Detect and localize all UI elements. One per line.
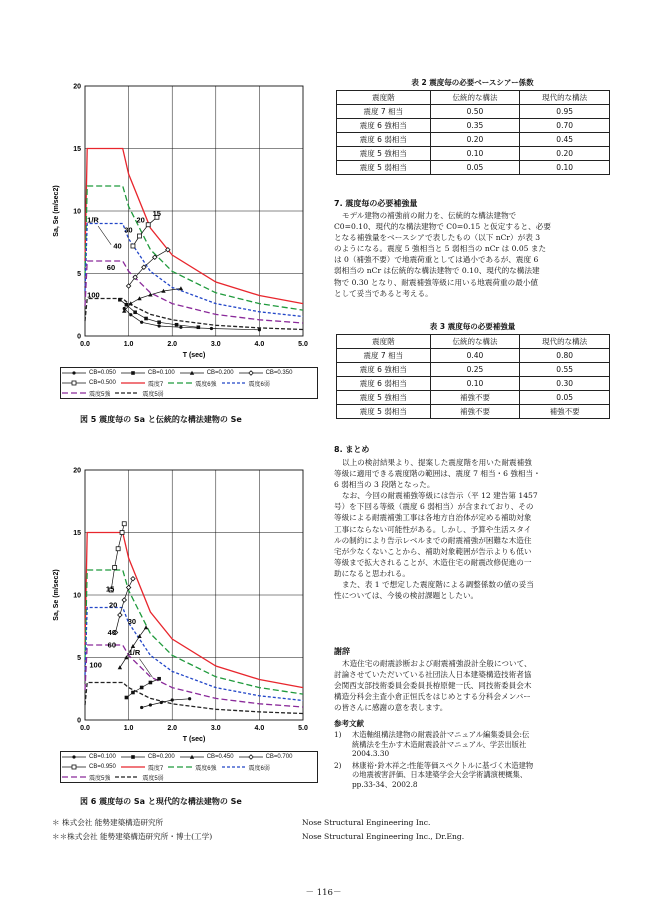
table-row (337, 363, 610, 377)
y-axis-label: Sa, Se (m/sec2) (53, 569, 60, 621)
page-number: － 116－ (305, 888, 342, 898)
legend-item (61, 764, 116, 770)
reference-number: 1) (334, 730, 342, 739)
legend-swatch (120, 764, 146, 770)
section8-heading: 8. まとめ (334, 445, 370, 454)
legend-marker (72, 381, 76, 385)
text-line: 等級による耐震補強工事は各地方自治体が定める補助対象 (334, 513, 532, 523)
x-tick-label: 4.0 (254, 341, 265, 348)
legend-marker (248, 755, 252, 759)
legend-label: 震度6弱 (248, 381, 270, 388)
legend-item (61, 389, 110, 398)
table-row (337, 119, 610, 133)
table-cell: 震度 6 強相当 (337, 363, 431, 377)
legend-label: 震度5強 (89, 391, 111, 398)
footnote-1-jp: ＊ 株式会社 能勢建築構造研究所 (52, 818, 164, 827)
legend-swatch (179, 754, 205, 760)
text-line: 工事にならない可能性がある。しかし、予算や生活スタイ (334, 524, 532, 534)
annotation-label: 15 (105, 584, 115, 594)
annotation-label: 20 (108, 600, 118, 610)
footnote-2-en: Nose Structural Engineering Inc., Dr.Eng. (302, 832, 465, 841)
legend-item (238, 754, 293, 760)
table-row (337, 377, 610, 391)
data-point (144, 317, 148, 321)
table-cell: 0.25 (430, 363, 520, 377)
table-header: 震度階 (337, 91, 431, 105)
table-cell: 震度 7 相当 (337, 349, 431, 363)
data-point (258, 328, 261, 331)
reference-number: 2) (334, 760, 342, 770)
y-tick-label: 20 (73, 467, 81, 475)
annotation-label: 40 (107, 628, 117, 637)
legend-label: CB=0.200 (206, 370, 234, 376)
table-cell: 0.45 (520, 133, 610, 147)
figure6-chart (40, 462, 320, 762)
data-point (160, 701, 163, 704)
section7-body (334, 210, 610, 299)
data-point (140, 321, 143, 324)
legend-swatch (120, 370, 146, 376)
legend-swatch (61, 390, 87, 396)
legend-item (238, 370, 293, 376)
data-point (131, 691, 135, 695)
text-line: 弱相当の nCr は伝統的な構法建物で 0.10、現代的な構法建 (334, 266, 540, 276)
legend-item (221, 379, 270, 388)
text-line: は 0（補強不要）で地震荷重としては過小であるが、震度 6 (334, 255, 539, 265)
table-cell: 震度 6 強相当 (337, 119, 431, 133)
text-line: のようになる。震度 5 強相当と 5 弱相当の nCr は 0.05 また (334, 244, 547, 254)
annotation-label: 60 (107, 640, 117, 650)
y-tick-label: 20 (73, 83, 81, 91)
annotation-label: 1/R (128, 648, 141, 657)
reference-item (334, 761, 610, 790)
data-point (171, 698, 174, 701)
y-tick-label: 15 (73, 146, 81, 153)
text-line: 助になると思われる。 (334, 568, 410, 578)
y-tick-label: 5 (77, 655, 81, 662)
x-tick-label: 2.0 (167, 725, 178, 732)
legend-row (61, 752, 317, 762)
legend-label: 震度5強 (89, 775, 111, 782)
data-point (133, 310, 137, 314)
legend-marker (72, 765, 76, 769)
table-cell: 0.10 (430, 377, 520, 391)
legend-label: 震度6弱 (248, 765, 270, 772)
legend-item (114, 389, 163, 398)
table-cell: 震度 5 弱相当 (337, 405, 431, 419)
legend-item (179, 754, 234, 760)
data-point (140, 706, 143, 709)
text-line: 討論させていただいている社団法人日本建築構造技術者協 (334, 670, 532, 680)
legend-item (167, 763, 216, 772)
legend-swatch (61, 370, 87, 376)
x-tick-label: 3.0 (210, 341, 221, 348)
table-cell: 震度 6 弱相当 (337, 377, 431, 391)
table-row (337, 161, 610, 175)
table-cell: 0.35 (430, 119, 520, 133)
data-point (120, 531, 124, 535)
table-cell: 0.05 (520, 391, 610, 405)
x-tick-label: 2.0 (167, 341, 178, 348)
section7-heading: 7. 震度毎の必要補強量 (334, 199, 418, 208)
table-header-row (337, 335, 610, 349)
legend-label: CB=0.450 (206, 754, 234, 760)
legend-label: 震度7 (147, 381, 164, 388)
figure5-legend (60, 367, 318, 399)
x-tick-label: 0.0 (80, 341, 90, 348)
data-point (118, 298, 122, 302)
data-point (179, 326, 182, 329)
legend-marker (72, 755, 75, 758)
table-header-row (337, 91, 610, 105)
x-tick-label: 1.0 (123, 341, 134, 348)
annotation-label: 1/R (87, 215, 99, 225)
table-cell: 0.20 (430, 133, 520, 147)
y-tick-label: 0 (77, 717, 81, 725)
text-line: の皆さんに感謝の意を表します。 (334, 703, 448, 713)
footnote-1-en: Nose Structural Engineering Inc. (302, 818, 431, 827)
data-point (146, 223, 150, 227)
table-cell: 補強不要 (520, 405, 610, 419)
table2 (336, 90, 610, 175)
reference-line: pp.33-34、2002.8 (352, 779, 418, 789)
table-row (337, 147, 610, 161)
x-tick-label: 0.0 (80, 725, 90, 732)
table-cell: 0.80 (520, 349, 610, 363)
references-list (334, 730, 610, 791)
legend-item (61, 773, 110, 782)
x-axis-label: T (sec) (182, 352, 206, 359)
table-cell: 0.10 (520, 161, 610, 175)
legend-swatch (221, 764, 247, 770)
legend-marker (248, 371, 252, 375)
x-tick-label: 3.0 (210, 725, 221, 732)
reference-line: 木造軸組構法建物の耐震設計マニュアル編集委員会:伝 (352, 730, 530, 739)
legend-item (120, 754, 175, 760)
text-line: 性については、今後の検討課題としたい。 (334, 591, 479, 601)
legend-swatch (221, 380, 247, 386)
acknowledgement-body (334, 658, 610, 713)
table-header: 伝統的な構法 (430, 91, 520, 105)
figure5-caption: 図 5 震度毎の Sa と伝統的な構法建物の Se (80, 415, 242, 424)
legend-swatch (238, 370, 264, 376)
table3-caption: 表 3 震度毎の必要補強量 (429, 322, 516, 331)
table2-caption: 表 2 震度毎の必要ベースシアー係数 (411, 78, 534, 87)
y-tick-label: 5 (77, 271, 81, 278)
legend-swatch (114, 774, 140, 780)
table-row (337, 133, 610, 147)
x-axis-label: T (sec) (182, 736, 206, 743)
text-line: 6 弱相当の 3 段階となった。 (334, 480, 435, 490)
legend-item (120, 763, 163, 772)
table-row (337, 105, 610, 119)
data-point (140, 686, 144, 690)
text-line: なお、今回の耐震補強等級には告示（平 12 建告第 1457 (342, 491, 538, 501)
text-line: 等級まで拡大されることが、木造住宅の耐震改修促進の一 (334, 557, 532, 567)
legend-swatch (238, 754, 264, 760)
table-cell: 0.30 (520, 377, 610, 391)
y-tick-label: 0 (77, 333, 81, 341)
table-header: 伝統的な構法 (430, 335, 520, 349)
annotation-label: 100 (89, 660, 102, 670)
footnote-2-jp: ＊＊株式会社 能勢建築構造研究所・博士(工学) (52, 832, 213, 841)
legend-swatch (120, 380, 146, 386)
legend-item (61, 370, 116, 376)
table-cell: 0.05 (430, 161, 520, 175)
legend-swatch (114, 390, 140, 396)
text-line: 物で 0.30 となり、耐震補強等級に用いる地震荷重の最小値 (334, 277, 538, 287)
legend-item (114, 773, 163, 782)
text-line: 宅が少なくないことから、補助対象範囲が告示よりも低い (334, 546, 532, 556)
legend-swatch (61, 380, 87, 386)
y-tick-label: 10 (73, 208, 81, 216)
data-point (129, 313, 132, 316)
legend-marker (131, 755, 135, 759)
legend-label: CB=0.500 (89, 380, 116, 386)
legend-item (167, 379, 216, 388)
figure6-legend (60, 751, 318, 783)
legend-label: CB=0.350 (265, 370, 293, 376)
figure6-caption: 図 6 震度毎の Sa と現代的な構法建物の Se (80, 797, 242, 806)
data-point (125, 696, 129, 700)
data-point (138, 234, 142, 238)
x-tick-label: 1.0 (123, 725, 134, 732)
annotation-label: 100 (87, 290, 100, 300)
legend-row (61, 762, 317, 772)
y-axis-label: Sa, Se (m/sec2) (53, 185, 60, 237)
text-line: 会関西支部技術委員会委員長栫原健一氏、同技術委員会木 (334, 681, 532, 691)
legend-swatch (61, 764, 87, 770)
table-cell: 0.55 (520, 363, 610, 377)
legend-swatch (61, 774, 87, 780)
legend-swatch (167, 380, 193, 386)
table-row (337, 405, 610, 419)
table3 (336, 334, 610, 419)
reference-line: の地震被害評価、日本建築学会大会学術講演梗概集、 (352, 770, 528, 779)
table-cell: 補強不要 (430, 391, 520, 405)
legend-swatch (61, 754, 87, 760)
table-cell: 震度 7 相当 (337, 105, 431, 119)
legend-row (61, 772, 317, 782)
section8-body (334, 457, 610, 601)
legend-swatch (167, 764, 193, 770)
legend-swatch (179, 370, 205, 376)
references-heading: 参考文献 (334, 719, 364, 728)
acknowledgement-heading: 謝辞 (334, 647, 350, 656)
reference-item (334, 730, 610, 759)
annotation-label: 15 (152, 209, 161, 218)
legend-label: CB=0.700 (265, 754, 293, 760)
data-point (125, 303, 129, 307)
legend-label: CB=0.200 (147, 754, 175, 760)
text-line: 号）を下回る等級（震度 6 弱相当）が含まれており、その (334, 502, 534, 512)
text-line: 等級に適用できる震度階の範囲は、震度 7 相当・6 強相当・ (334, 469, 541, 479)
legend-marker (72, 371, 75, 374)
legend-swatch (120, 754, 146, 760)
text-line: また、表 1 で想定した震度階による調整係数の値の妥当 (342, 580, 534, 590)
text-line: 木造住宅の耐震診断および耐震補強設計全般について、 (342, 659, 532, 668)
text-line: 以上の検討結果より、提案した震度階を用いた耐震補強 (342, 458, 532, 467)
text-line: となる補強量をベースシアで表したもの（以下 nCr）が表 3 (334, 233, 541, 243)
data-point (149, 681, 153, 685)
y-tick-label: 15 (73, 530, 81, 537)
table-cell: 震度 6 弱相当 (337, 133, 431, 147)
data-point (116, 547, 120, 551)
legend-row (61, 388, 317, 398)
table-cell: 0.50 (430, 105, 520, 119)
table-cell: 0.70 (520, 119, 610, 133)
table-cell: 0.10 (430, 147, 520, 161)
text-line: として妥当であると考える。 (334, 288, 433, 298)
x-tick-label: 4.0 (254, 725, 265, 732)
legend-row (61, 368, 317, 378)
legend-label: CB=0.050 (89, 370, 116, 376)
data-point (197, 325, 201, 329)
legend-marker (131, 371, 135, 375)
figure5-chart (40, 78, 320, 378)
table-cell: 補強不要 (430, 405, 520, 419)
data-point (157, 677, 161, 681)
legend-item (61, 380, 116, 386)
annotation-label: 30 (127, 616, 137, 626)
data-point (131, 244, 135, 248)
data-point (149, 703, 152, 706)
table-header: 震度階 (337, 335, 431, 349)
table-cell: 震度 5 弱相当 (337, 161, 431, 175)
legend-item (61, 754, 116, 760)
annotation-label: 30 (124, 225, 133, 235)
y-tick-label: 10 (73, 592, 81, 600)
table-row (337, 391, 610, 405)
legend-label: CB=0.100 (147, 370, 175, 376)
legend-label: 震度6強 (195, 381, 217, 388)
table-header: 現代的な構法 (520, 91, 610, 105)
data-point (210, 327, 213, 330)
text-line: C0=0.10、現代的な構法建物で C0=0.15 と仮定すると、必要 (334, 222, 551, 232)
reference-line: 統構法を生かす木造耐震設計マニュアル、学芸出版社 (352, 739, 527, 749)
legend-label: 震度7 (147, 765, 164, 772)
legend-label: 震度6強 (195, 765, 217, 772)
table-row (337, 349, 610, 363)
annotation-label: 60 (106, 262, 116, 272)
legend-label: CB=0.950 (89, 764, 116, 770)
table-cell: 0.40 (430, 349, 520, 363)
table-cell: 0.20 (520, 147, 610, 161)
legend-item (179, 370, 234, 376)
data-point (113, 566, 117, 570)
text-line: モデル建物の補強前の耐力を、伝統的な構法建物で (342, 211, 517, 220)
table-header: 現代的な構法 (520, 335, 610, 349)
table-cell: 震度 5 強相当 (337, 391, 431, 405)
legend-item (120, 370, 175, 376)
reference-line: 林康裕･鈴木祥之:性能等価スペクトルに基づく木造建物 (352, 760, 534, 770)
annotation-label: 20 (136, 215, 145, 225)
data-point (122, 522, 126, 526)
x-tick-label: 5.0 (298, 725, 308, 732)
text-line: 構造分科会主査小倉正恒氏をはじめとする分科会メンバー (334, 692, 531, 702)
x-tick-label: 5.0 (298, 341, 308, 348)
table-cell: 0.95 (520, 105, 610, 119)
legend-item (120, 379, 163, 388)
legend-label: 震度5弱 (142, 775, 164, 782)
annotation-label: 40 (113, 241, 122, 251)
legend-row (61, 378, 317, 388)
data-point (158, 324, 161, 327)
data-point (188, 697, 191, 700)
data-point (157, 320, 161, 324)
text-line: ルの制約により告示レベルまでの耐震補強が困難な木造住 (334, 535, 532, 545)
legend-label: 震度5弱 (142, 391, 164, 398)
table-cell: 震度 5 強相当 (337, 147, 431, 161)
legend-item (221, 763, 270, 772)
data-point (175, 323, 179, 327)
legend-label: CB=0.100 (89, 754, 116, 760)
reference-line: 2004.3.30 (352, 749, 390, 758)
